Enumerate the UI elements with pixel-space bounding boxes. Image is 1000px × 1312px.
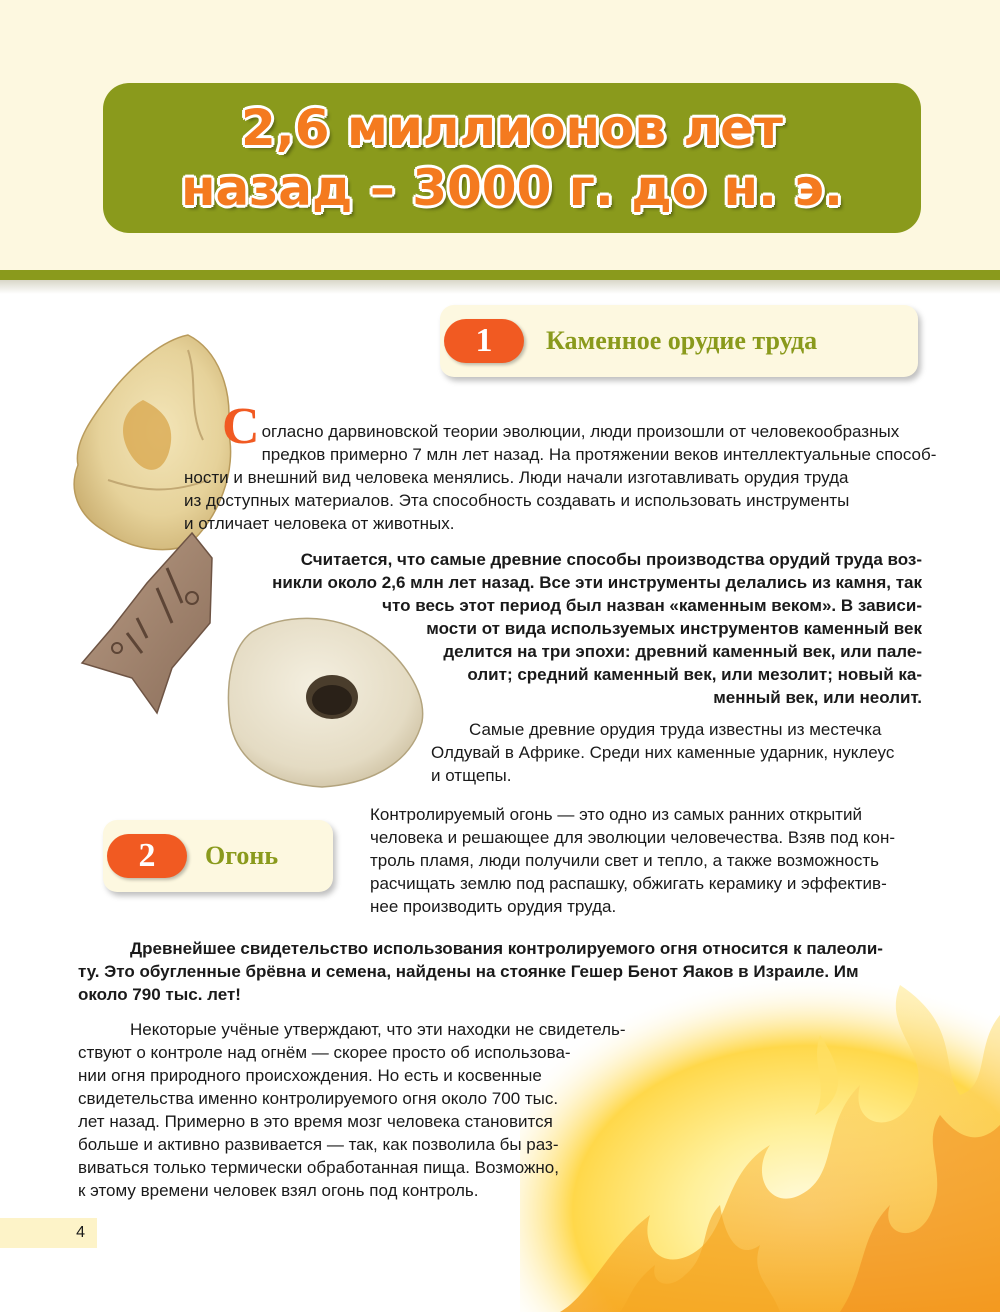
- header-shadow: [0, 280, 1000, 294]
- para-line: и отличает человека от животных.: [184, 514, 455, 533]
- para-line: менный век, или неолит.: [713, 688, 922, 707]
- para-line: человека и решающее для эволюции человечества. Взяв под кон-: [370, 828, 896, 847]
- para-line: нии огня природного происхождения. Но есть и косвенные: [78, 1066, 542, 1085]
- para-line: около 790 тыс. лет!: [78, 985, 241, 1004]
- gesher-paragraph: [78, 937, 923, 1006]
- para-line: виваться только термически обработанная пища. Возможно,: [78, 1158, 559, 1177]
- title-banner: [103, 83, 921, 233]
- para-line: Контролируемый огонь — это одно из самых ранних открытий: [370, 805, 862, 824]
- para-line: огласно дарвиновской теории эволюции, люди произошли от человекообразных: [261, 422, 900, 441]
- para-line: ствуют о контроле над огнём — скорее просто об использова-: [78, 1043, 571, 1062]
- para-line: ту. Это обугленные брёвна и семена, найдены на стоянке Гешер Бенот Яаков в Израиле. Им: [78, 962, 859, 981]
- drop-cap: С: [222, 398, 260, 455]
- para-line: предков примерно 7 млн лет назад. На протяжении веков интеллектуальные способ-: [261, 445, 937, 464]
- para-line: Древнейшее свидетельство использования контролируемого огня относится к палеоли-: [130, 939, 883, 958]
- header-divider: [0, 270, 1000, 280]
- para-line: лет назад. Примерно в это время мозг человека становится: [78, 1112, 553, 1131]
- para-line: и отщепы.: [431, 766, 512, 785]
- para-line: Считается, что самые древние способы производства орудий труда воз-: [300, 550, 922, 569]
- indirect-evidence-paragraph: [78, 1018, 678, 1202]
- para-line: никли около 2,6 млн лет назад. Все эти инструменты делались из камня, так: [272, 573, 922, 592]
- section-1-number: 1: [444, 319, 524, 363]
- section-2-title: Огонь: [205, 841, 279, 870]
- olduvai-paragraph: [431, 718, 923, 787]
- para-line: троль пламя, люди получили свет и тепло, а также возможность: [370, 851, 880, 870]
- page-number-box: [0, 1218, 97, 1248]
- section-1-title: Каменное орудие труда: [546, 326, 818, 355]
- fire-intro-paragraph: [370, 803, 922, 918]
- para-line: что весь этот период был назван «каменным веком». В зависи-: [382, 596, 922, 615]
- section-1-header: [440, 305, 918, 377]
- title-line-2: назад – 3000 г. до н. э.: [180, 159, 844, 217]
- carved-arrowhead-image: [72, 528, 222, 718]
- para-line: ности и внешний вид человека менялись. Люди начали изготавливать орудия труда: [184, 468, 849, 487]
- page-number: 4: [76, 1224, 85, 1241]
- page-title: [181, 98, 843, 218]
- para-line: больше и активно развивается — так, как позволила бы раз-: [78, 1135, 559, 1154]
- para-line: делится на три эпохи: древний каменный век, или пале-: [443, 642, 922, 661]
- para-line: свидетельства именно контролируемого огня около 700 тыс.: [78, 1089, 559, 1108]
- para-line: из доступных материалов. Эта способность создавать и использовать инструменты: [184, 491, 850, 510]
- section-2-header: [103, 820, 333, 892]
- intro-paragraph: [184, 398, 937, 535]
- para-line: олит; средний каменный век, или мезолит; новый ка-: [467, 665, 922, 684]
- para-line: Самые древние орудия труда известны из местечка: [469, 720, 882, 739]
- title-line-1: 2,6 миллионов лет: [241, 99, 783, 157]
- para-line: расчищать землю под распашку, обжигать керамику и эффектив-: [370, 874, 887, 893]
- para-line: нее производить орудия труда.: [370, 897, 617, 916]
- para-line: Олдувай в Африке. Среди них каменные ударник, нуклеус: [431, 743, 895, 762]
- para-line: мости от вида используемых инструментов каменный век: [426, 619, 922, 638]
- section-2-number: 2: [107, 834, 187, 878]
- para-line: к этому времени человек взял огонь под контроль.: [78, 1181, 479, 1200]
- stone-age-paragraph: [230, 548, 922, 709]
- para-line: Некоторые учёные утверждают, что эти находки не свидетель-: [130, 1020, 626, 1039]
